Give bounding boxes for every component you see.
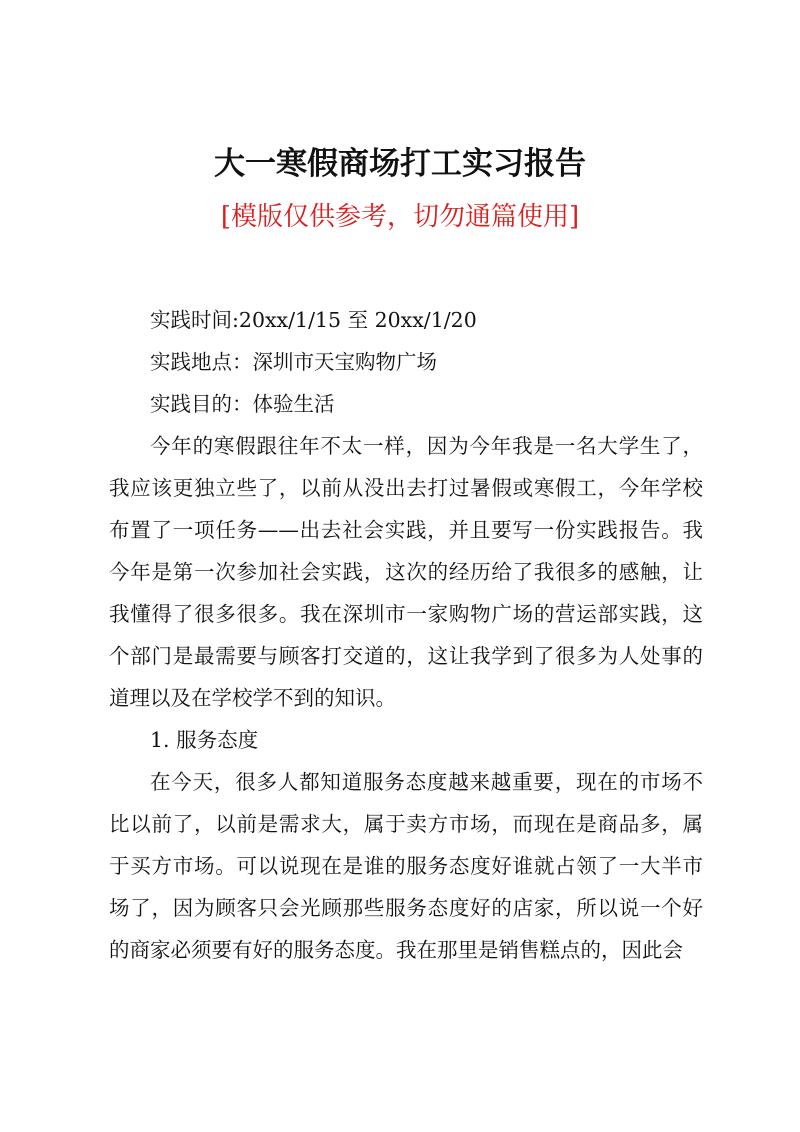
- document-title: 大一寒假商场打工实习报告: [214, 146, 586, 182]
- intro-paragraph: 今年的寒假跟往年不太一样，因为今年我是一名大学生了，我应该更独立些了，以前从没出去打过暑假或寒假工，今年学校布置了一项任务——出去社会实践，并且要写一份实践报告。我今年是第一次参加社会实践，这次的经历给了我很多的感触，让我懂得了很多很多。我在深圳市一家购物广场的营运部实践，这个部门是最需要与顾客打交道的，这让我学到了很多为人处事的道理以及在学校学不到的知识。: [109, 434, 703, 710]
- practice-purpose: 实践目的：体验生活: [150, 392, 335, 416]
- template-notice: [模版仅供参考，切勿通篇使用]: [220, 202, 580, 232]
- section-heading-service-attitude: 1. 服务态度: [150, 728, 259, 752]
- document-body: [109, 299, 703, 971]
- practice-time: 实践时间:20xx/1/15 至 20xx/1/20: [150, 308, 477, 332]
- practice-location: 实践地点：深圳市天宝购物广场: [150, 350, 437, 374]
- service-attitude-paragraph: 在今天，很多人都知道服务态度越来越重要，现在的市场不比以前了，以前是需求大，属于卖方市场，而现在是商品多，属于买方市场。可以说现在是谁的服务态度好谁就占领了一大半市场了，因为顾客只会光顾那些服务态度好的店家，所以说一个好的商家必须要有好的服务态度。我在那里是销售糕点的，因此会: [109, 770, 703, 962]
